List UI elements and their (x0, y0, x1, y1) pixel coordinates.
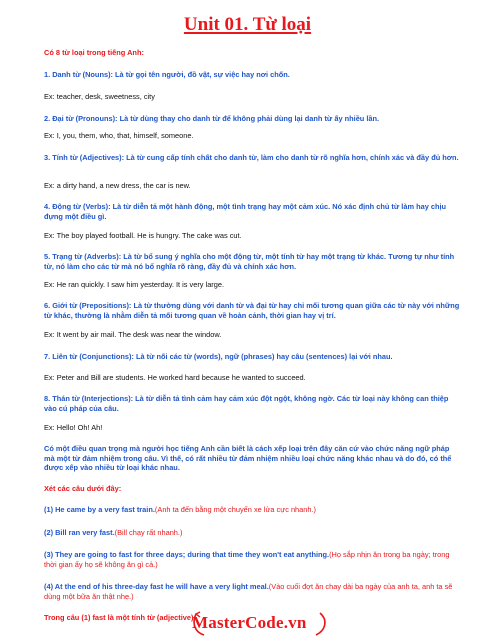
intro-line: Có 8 từ loại trong tiếng Anh: (44, 48, 144, 57)
item-5-example: Ex: He ran quickly. I saw him yesterday. It is very large. (44, 280, 225, 289)
item-1-heading: 1. Danh từ (Nouns): Là từ gọi tên người, đồ vật, sự việc hay nơi chốn. (44, 70, 290, 79)
item-6-heading: 6. Giới từ (Prepositions): Là từ thường dùng với danh từ và đại từ hay chỉ mối tương quan giữa các từ này với những từ khác, thường là nhằm diễn tả mối tương quan về hoàn cảnh, thời gian hay vị trí. (44, 301, 460, 320)
sentence-3-en: (3) They are going to fast for three days; during that time they won't eat anything. (44, 550, 330, 559)
item-7-example: Ex: Peter and Bill are students. He worked hard because he wanted to succeed. (44, 373, 306, 382)
sentence-1-en: (1) He came by a very fast train. (44, 505, 155, 514)
item-4-heading: 4. Động từ (Verbs): Là từ diễn tả một hành động, một tình trạng hay một cảm xúc. Nó xác định chủ từ làm hay chịu đựng một điều gì. (44, 202, 447, 221)
logo-text: MasterCode.vn (192, 613, 307, 632)
sentence-2 (44, 528, 462, 538)
exercise-title: Xét các câu dưới đây: (44, 484, 122, 493)
item-6-example: Ex: It went by air mail. The desk was near the window. (44, 330, 222, 339)
grammar-note: Có một điều quan trọng mà người học tiếng Anh cần biết là cách xếp loại trên đây căn cứ vào chức năng ngữ pháp mà một từ đảm nhiệm trong câu. Vì thế, có rất nhiều từ đảm nhiệm nhiều loại chức năng khác nhau và do đó, có thể được xếp vào nhiều từ loại khác nhau. (44, 444, 452, 473)
item-5-heading: 5. Trạng từ (Adverbs): Là từ bổ sung ý nghĩa cho một động từ, một tính từ hay một trạng từ khác. Tương tự như tính từ, nó làm cho các từ mà nó bổ nghĩa rõ ràng, đầy đủ và chính xác hơn. (44, 252, 455, 271)
item-7-heading: 7. Liên từ (Conjunctions): Là từ nối các từ (words), ngữ (phrases) hay câu (sentences) lại với nhau. (44, 352, 393, 361)
item-2-example: Ex: I, you, them, who, that, himself, someone. (44, 131, 194, 140)
item-2-heading: 2. Đại từ (Pronouns): Là từ dùng thay cho danh từ để không phải dùng lại danh từ ấy nhiều lần. (44, 114, 380, 123)
item-4-example: Ex: The boy played football. He is hungry. The cake was cut. (44, 231, 242, 240)
sentence-4-vi: (Vào cuối đợt ăn chay dài ba ngày của anh ta, anh ta sẽ dùng một bữa ăn thật nhẹ.) (44, 582, 453, 601)
item-1-example: Ex: teacher, desk, sweetness, city (44, 92, 155, 101)
sentence-2-en: (2) Bill ran very fast. (44, 528, 115, 537)
page-title: Unit 01. Từ loại (183, 14, 312, 35)
sentence-1-vi: (Anh ta đến bằng một chuyến xe lửa cực nhanh.) (154, 505, 317, 514)
sentence-4-en: (4) At the end of his three-day fast he will have a very light meal. (44, 582, 269, 591)
item-8-heading: 8. Thán từ (Interjections): Là từ diễn tả tình cảm hay cảm xúc đột ngột, không ngờ. Các từ loại này không can thiệp vào cú pháp của câu. (44, 394, 449, 413)
sentence-4 (44, 582, 462, 601)
sentence-3-vi: (Họ sắp nhịn ăn trong ba ngày; trong thời gian ấy họ sẽ không ăn gì cả.) (44, 550, 450, 569)
item-3-heading: 3. Tính từ (Adjectives): Là từ cung cấp tính chất cho danh từ, làm cho danh từ rõ nghĩa hơn, chính xác và đầy đủ hơn. (44, 153, 459, 162)
item-3-example: Ex: a dirty hand, a new dress, the car is new. (44, 181, 191, 190)
sentence-1 (44, 505, 462, 515)
item-8-example: Ex: Hello! Oh! Ah! (44, 423, 103, 432)
sentence-2-vi: (Bill chạy rất nhanh.) (114, 528, 183, 537)
sentence-3 (44, 550, 462, 569)
last-line: Trong câu (1) fast là một tính từ (adjective). (44, 613, 196, 622)
